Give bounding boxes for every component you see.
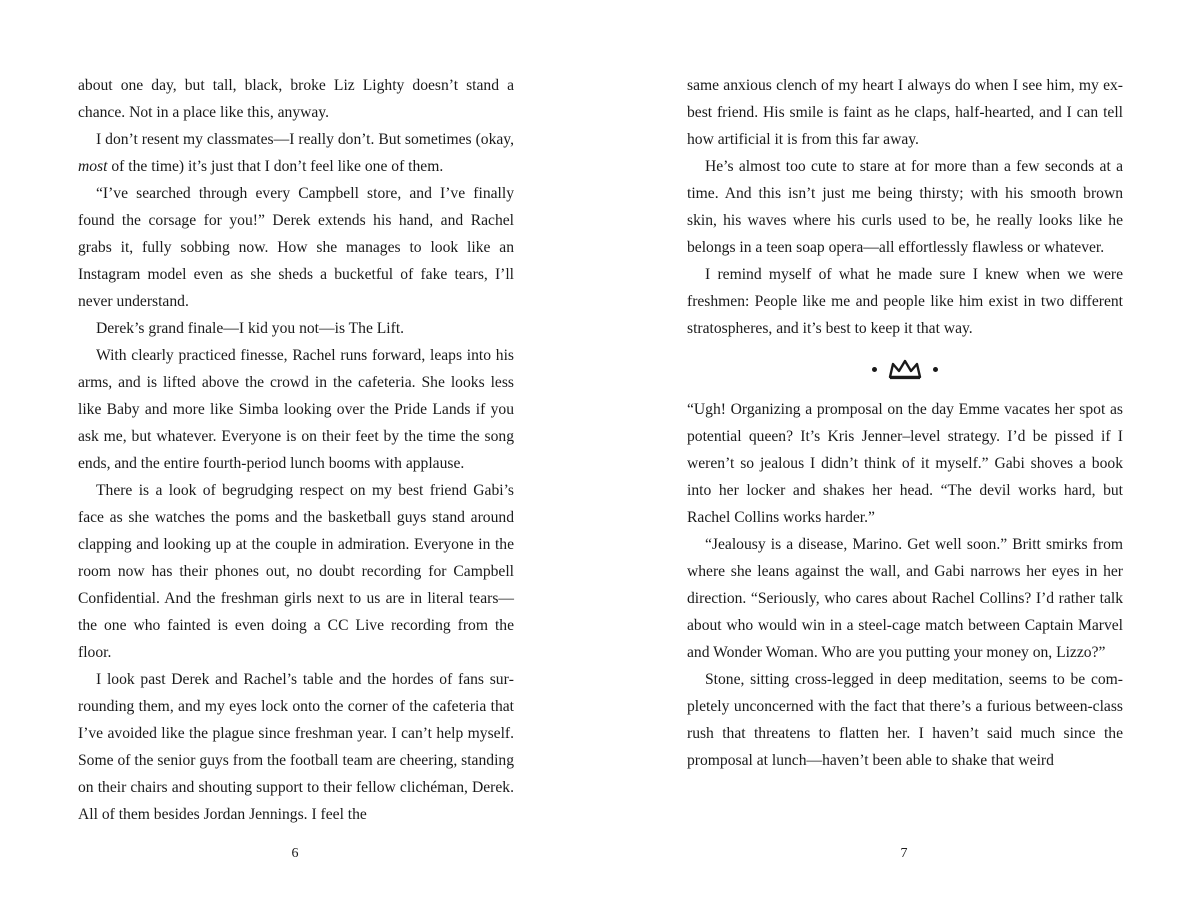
- paragraph-text: “Jealousy is a disease, Marino. Get well soon.” Britt smirks from where she leans against the wall, and Gabi narrows her eyes in her direction. “Seriously, who cares about Rachel Collins? I’d rather talk about who would win in a steel-cage match between Captain Marvel and Wonder Woman. Who are you putting your money on, Lizzo?”: [687, 536, 1123, 661]
- paragraph: [687, 666, 1123, 774]
- paragraph: [687, 261, 1123, 342]
- paragraph: [78, 72, 514, 126]
- paragraph-text: Stone, sitting cross-legged in deep meditation, seems to be completely unconcerned with the fact that there’s a furious between-class rush that threatens to flatten her. I haven’t said much since the promposal at lunch—haven’t been able to shake that weird: [687, 671, 1123, 769]
- paragraph: [78, 315, 514, 342]
- emphasis-text: most: [78, 158, 108, 175]
- paragraph: [78, 666, 514, 828]
- paragraph: [687, 396, 1123, 531]
- ornament-dot-left: [872, 367, 877, 372]
- left-page-text: [78, 72, 514, 828]
- paragraph: [687, 153, 1123, 261]
- paragraph-text: I remind myself of what he made sure I knew when we were freshmen: People like me and people like him exist in two different stratospheres, and it’s best to keep it that way.: [687, 266, 1123, 337]
- right-page-number: 7: [900, 846, 908, 861]
- paragraph: [78, 126, 514, 180]
- paragraph: [78, 477, 514, 666]
- paragraph-text: “Ugh! Organizing a promposal on the day Emme vacates her spot as potential queen? It’s Kris Jenner–level strategy. I’d be pissed if I weren’t so jealous I didn’t think of it myself.” Gabi shoves a book into her locker and shakes her head. “The devil works hard, but Rachel Collins works harder.”: [687, 401, 1123, 526]
- paragraph-text: about one day, but tall, black, broke Liz Lighty doesn’t stand a chance. Not in a place like this, anyway.: [78, 77, 514, 121]
- paragraph-text: same anxious clench of my heart I always do when I see him, my ex-best friend. His smile is faint as he claps, half-hearted, and I can tell how artificial it is from this far away.: [687, 77, 1123, 148]
- paragraph-text: He’s almost too cute to stare at for more than a few seconds at a time. And this isn’t just me being thirsty; with his smooth brown skin, his waves where his curls used to be, he really looks like he belongs in a teen soap opera—all effortlessly flawless or whatever.: [687, 158, 1123, 256]
- ornament-dot-right: [933, 367, 938, 372]
- right-page-section-two: [687, 396, 1123, 774]
- paragraph: [687, 72, 1123, 153]
- paragraph-text: “I’ve searched through every Campbell store, and I’ve finally found the corsage for you!” Derek extends his hand, and Rachel grabs it, fully sobbing now. How she manages to look like an Instagram model even as she sheds a bucketful of fake tears, I’ll never understand.: [78, 185, 514, 310]
- paragraph-text: of the time) it’s just that I don’t feel like one of them.: [107, 158, 444, 175]
- crown-icon: [887, 358, 923, 380]
- paragraph-text: Derek’s grand finale—I kid you not—is The Lift.: [96, 320, 405, 337]
- paragraph: [687, 531, 1123, 666]
- paragraph: [78, 180, 514, 315]
- paragraph: [78, 342, 514, 477]
- paragraph-text: I don’t resent my classmates—I really don’t. But sometimes (okay,: [96, 131, 514, 148]
- left-page-number: 6: [291, 846, 299, 861]
- right-page-text: [687, 72, 1123, 774]
- paragraph-text: There is a look of begrudging respect on my best friend Gabi’s face as she watches the poms and the basketball guys stand around clapping and looking up at the couple in admiration. Everyone in the room now has their phones out, no doubt recording for Campbell Confidential. And the freshman girls next to us are in literal tears—the one who fainted is even doing a CC Live recording from the floor.: [78, 482, 514, 661]
- right-page-section-one: [687, 72, 1123, 342]
- paragraph-text: With clearly practiced finesse, Rachel runs forward, leaps into his arms, and is lifted above the crowd in the cafeteria. She looks less like Baby and more like Simba looking over the Pride Lands if you ask me, but whatever. Everyone is on their feet by the time the song ends, and the entire fourth-period lunch booms with applause.: [78, 347, 514, 472]
- section-break-ornament: [687, 342, 1123, 396]
- paragraph-text: I look past Derek and Rachel’s table and the hordes of fans surrounding them, and my eyes lock onto the corner of the cafeteria that I’ve avoided like the plague since freshman year. I can’t help myself. Some of the senior guys from the football team are cheering, standing on their chairs and shouting support to their fellow clichéman, Derek. All of them besides Jordan Jennings. I feel the: [78, 671, 514, 823]
